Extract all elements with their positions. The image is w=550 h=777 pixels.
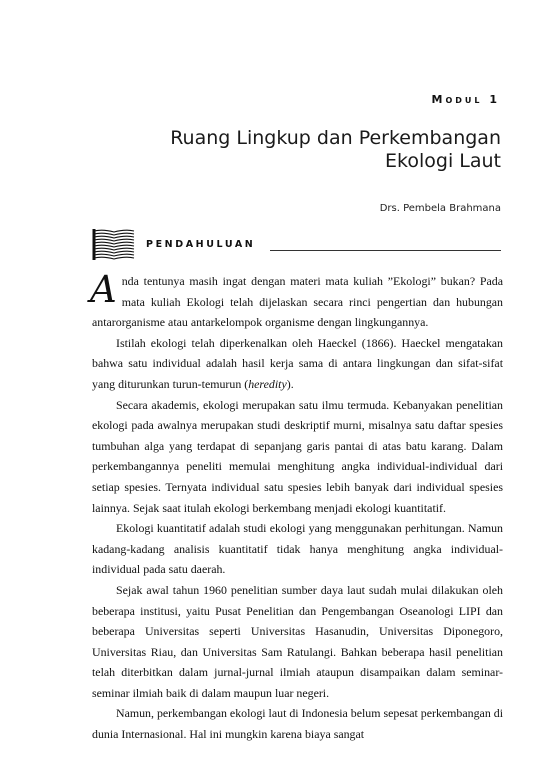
paragraph-5: Sejak awal tahun 1960 penelitian sumber daya laut sudah mulai dilakukan oleh beberapa institusi, yaitu Pusat Penelitian dan Pengembangan Oseanologi LIPI dan beberapa Universitas seperti Universitas Hasanudin, Universitas Diponegoro, Universitas Riau, dan Universitas Sam Ratulangi. Bahkan beberapa hasil penelitian telah diterbitkan dalam jurnal-jurnal ilmiah ataupun disampaikan dalam seminar-seminar ilmiah baik di dalam maupun luar negeri.: [92, 582, 503, 700]
paragraph-2-text: Istilah ekologi telah diperkenalkan oleh Haeckel (1866). Haeckel mengatakan bahwa satu individual adalah hasil kerja sama di antara lingkungan dan sifat-sifat yang diturunkan turun-temurun (: [92, 335, 503, 391]
module-label: Modul 1: [431, 93, 500, 106]
paragraph-6: Namun, perkembangan ekologi laut di Indonesia belum sepesat perkembangan di dunia Internasional. Hal ini mungkin karena biaya sangat: [92, 706, 503, 742]
book-icon: [92, 228, 136, 262]
paragraph-2-end: ).: [286, 376, 294, 391]
section-heading: PENDAHULUAN: [146, 239, 256, 250]
chapter-title: [120, 127, 501, 173]
drop-cap: A: [90, 268, 117, 311]
paragraph-4: Ekologi kuantitatif adalah studi ekologi yang menggunakan perhitungan. Namun kadang-kadang analisis kuantitatif tidak hanya menghitung angka individual-individual pada satu daerah.: [92, 521, 503, 577]
chapter-title-line-2: Ekologi Laut: [385, 150, 501, 172]
author-name: Drs. Pembela Brahmana: [379, 203, 501, 214]
paragraph-1: [90, 268, 503, 333]
paragraph-2: [92, 333, 503, 395]
body-text: [90, 268, 503, 745]
paragraph-2-italic: heredity: [248, 376, 287, 391]
paragraph-3: Secara akademis, ekologi merupakan satu ilmu termuda. Kebanyakan penelitian ekologi pada awalnya merupakan studi deskriptif murni, misalnya satu daftar spesies tumbuhan alga yang terdapat di sepanjang garis pantai di atas batu karang. Dalam perkembangannya peneliti memulai menghitung angka individual-individual dari setiap spesies. Ternyata individual satu spesies lebih banyak dari individual spesies lainnya. Sejak saat itulah ekologi berkembang menjadi ekologi kuantitatif.: [92, 397, 503, 515]
section-divider: [270, 250, 501, 251]
paragraph-1-text: nda tentunya masih ingat dengan materi mata kuliah ”Ekologi” bukan? Pada mata kuliah Ekologi telah dijelaskan secara rinci pengertian dan hubungan antarorganisme atau antarkelompok organisme dengan lingkungannya.: [92, 274, 503, 330]
chapter-title-line-1: Ruang Lingkup dan Perkembangan: [170, 127, 501, 149]
